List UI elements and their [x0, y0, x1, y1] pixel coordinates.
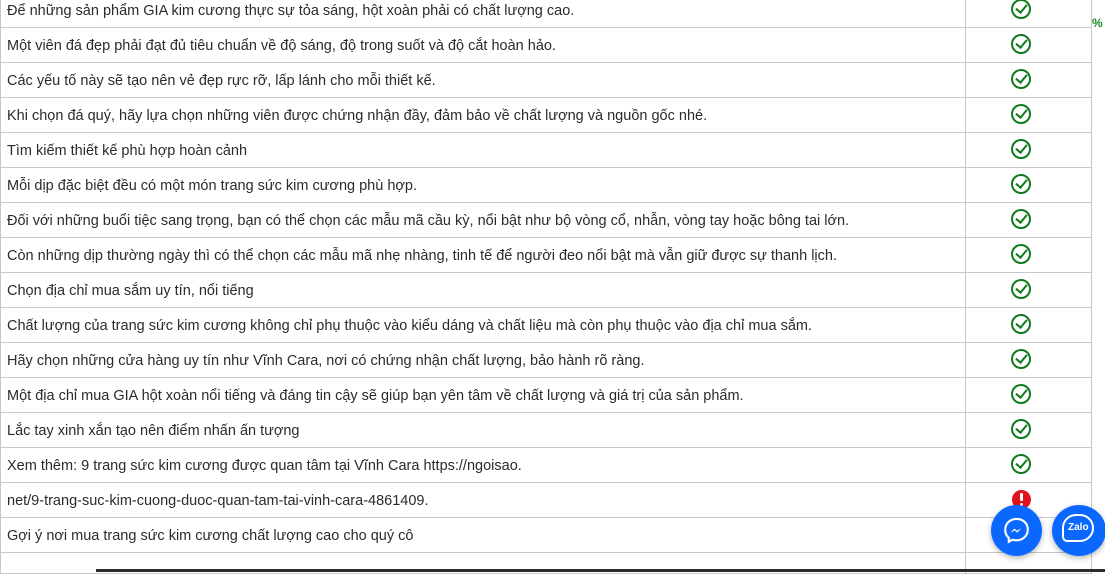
status-cell — [966, 203, 1091, 237]
sentence-text: Đối với những buổi tiệc sang trọng, bạn có thể chọn các mẫu mã cầu kỳ, nổi bật như bộ vòng cổ, nhẫn, vòng tay hoặc bông tai lớn. — [1, 203, 966, 237]
table-row — [1, 413, 1091, 448]
status-cell — [966, 413, 1091, 447]
table-row — [1, 483, 1091, 518]
table-row — [1, 343, 1091, 378]
table-row — [1, 168, 1091, 203]
check-circle-icon — [1011, 419, 1031, 439]
status-cell — [966, 343, 1091, 377]
table-row — [1, 63, 1091, 98]
zalo-chat-button[interactable] — [1052, 505, 1105, 556]
table-row — [1, 133, 1091, 168]
sentence-text: Chọn địa chỉ mua sắm uy tín, nổi tiếng — [1, 273, 966, 307]
status-cell — [966, 308, 1091, 342]
check-circle-icon — [1011, 314, 1031, 334]
check-circle-icon — [1011, 174, 1031, 194]
sentence-text: Lắc tay xinh xắn tạo nên điểm nhấn ấn tượng — [1, 413, 966, 447]
sentence-text: Còn những dịp thường ngày thì có thể chọn các mẫu mã nhẹ nhàng, tinh tế để người đeo nổi bật mà vẫn giữ được sự thanh lịch. — [1, 238, 966, 272]
sentence-text: net/9-trang-suc-kim-cuong-duoc-quan-tam-tai-vinh-cara-4861409. — [1, 483, 966, 517]
sentence-text: Một viên đá đẹp phải đạt đủ tiêu chuẩn về độ sáng, độ trong suốt và độ cắt hoàn hảo. — [1, 28, 966, 62]
table-row — [1, 203, 1091, 238]
side-percent-badge: % — [1092, 16, 1103, 30]
status-cell — [966, 273, 1091, 307]
sentence-text: Chất lượng của trang sức kim cương không chỉ phụ thuộc vào kiểu dáng và chất liệu mà còn phụ thuộc vào địa chỉ mua sắm. — [1, 308, 966, 342]
table-row — [1, 308, 1091, 343]
check-circle-icon — [1011, 279, 1031, 299]
messenger-icon — [1003, 517, 1030, 544]
check-circle-icon — [1011, 139, 1031, 159]
sentence-text: Các yếu tố này sẽ tạo nên vẻ đẹp rực rỡ, lấp lánh cho mỗi thiết kế. — [1, 63, 966, 97]
sentence-text: Xem thêm: 9 trang sức kim cương được quan tâm tại Vĩnh Cara https://ngoisao. — [1, 448, 966, 482]
status-cell — [966, 63, 1091, 97]
status-cell — [966, 98, 1091, 132]
sentence-text: Khi chọn đá quý, hãy lựa chọn những viên được chứng nhận đầy, đảm bảo về chất lượng và nguồn gốc nhé. — [1, 98, 966, 132]
status-cell — [966, 28, 1091, 62]
zalo-label: Zalo — [1068, 522, 1089, 533]
table-row — [1, 28, 1091, 63]
status-cell — [966, 168, 1091, 202]
table-row — [1, 518, 1091, 553]
check-circle-icon — [1011, 384, 1031, 404]
table-row — [1, 378, 1091, 413]
table-row — [1, 448, 1091, 483]
table-row — [1, 273, 1091, 308]
sentence-text: Một địa chỉ mua GIA hột xoàn nổi tiếng và đáng tin cậy sẽ giúp bạn yên tâm về chất lượng và giá trị của sản phẩm. — [1, 378, 966, 412]
check-circle-icon — [1011, 34, 1031, 54]
status-cell — [966, 448, 1091, 482]
check-circle-icon — [1011, 104, 1031, 124]
messenger-chat-button[interactable] — [991, 505, 1042, 556]
check-circle-icon — [1011, 244, 1031, 264]
check-circle-icon — [1011, 349, 1031, 369]
status-cell — [966, 0, 1091, 27]
table-row — [1, 238, 1091, 273]
check-circle-icon — [1011, 69, 1031, 89]
check-circle-icon — [1011, 0, 1031, 19]
sentence-text: Để những sản phẩm GIA kim cương thực sự tỏa sáng, hột xoàn phải có chất lượng cao. — [1, 0, 966, 27]
status-cell — [966, 133, 1091, 167]
check-circle-icon — [1011, 209, 1031, 229]
sentence-text: Hãy chọn những cửa hàng uy tín như Vĩnh Cara, nơi có chứng nhận chất lượng, bảo hành rõ ràng. — [1, 343, 966, 377]
status-cell — [966, 238, 1091, 272]
sentence-text: Tìm kiếm thiết kế phù hợp hoàn cảnh — [1, 133, 966, 167]
sentence-text: Gợi ý nơi mua trang sức kim cương chất lượng cao cho quý cô — [1, 518, 966, 552]
sentence-text: Mỗi dịp đặc biệt đều có một món trang sức kim cương phù hợp. — [1, 168, 966, 202]
check-circle-icon — [1011, 454, 1031, 474]
table-row — [1, 0, 1091, 28]
status-cell — [966, 378, 1091, 412]
table-row — [1, 98, 1091, 133]
